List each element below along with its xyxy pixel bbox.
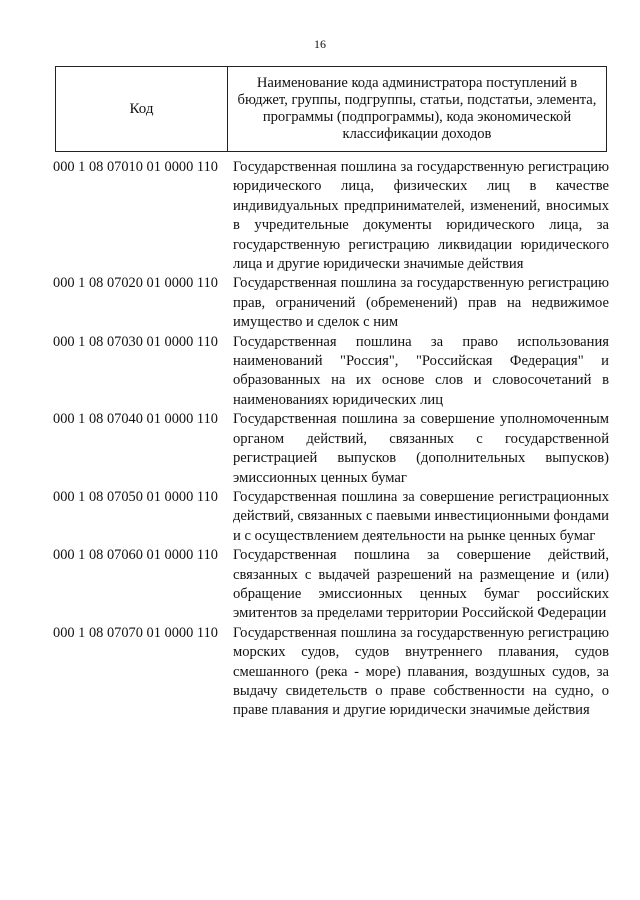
row-description: Государственная пошлина за совершение уполномоченным органом действий, связанных с государственной регистрацией выпусков (дополнительных выпусков) эмиссионных ценных бумаг <box>233 411 609 486</box>
row-description: Государственная пошлина за государственную регистрацию морских судов, судов внутреннего плавания, судов смешанного (река - море) плавания, воздушных судов, за выдачу свидетельств о праве собственности на судно, о праве плавания и другие юридически значимые действия <box>233 624 609 719</box>
table-row <box>53 410 609 488</box>
row-code: 000 1 08 07050 01 0000 110 <box>53 488 218 505</box>
row-code: 000 1 08 07020 01 0000 110 <box>53 275 218 292</box>
table-row <box>53 333 609 411</box>
row-code: 000 1 08 07040 01 0000 110 <box>53 411 218 428</box>
table-row <box>53 624 609 721</box>
table-header <box>55 66 607 152</box>
header-code-column: Код <box>56 67 228 151</box>
table-row <box>53 274 609 332</box>
row-description: Государственная пошлина за совершение действий, связанных с выдачей разрешений на размещение и (или) обращение эмиссионных ценных бумаг российских эмитентов за пределами территории Российской Федерации <box>233 547 609 622</box>
row-description: Государственная пошлина за государственную регистрацию юридического лица, физических лиц в качестве индивидуальных предпринимателей, изменений, вносимых в учредительные документы юридического лица, за государственную регистрацию ликвидации юридического лица и другие юридически значимые действия <box>233 159 609 273</box>
row-description: Государственная пошлина за право использования наименований "Россия", "Российская Федерация" и образованных на их основе слов и словосочетаний в наименованиях юридических лиц <box>233 333 609 408</box>
table-row <box>53 158 609 274</box>
row-code: 000 1 08 07010 01 0000 110 <box>53 159 218 175</box>
classification-table-body <box>53 158 609 721</box>
row-description: Государственная пошлина за государственную регистрацию прав, ограничений (обременений) прав на недвижимое имущество и сделок с ним <box>233 275 609 331</box>
row-code: 000 1 08 07070 01 0000 110 <box>53 624 218 641</box>
header-name-column: Наименование кода администратора поступлений в бюджет, группы, подгруппы, статьи, подстатьи, элемента, программы (подпрограммы), кода экономической классификации доходов <box>237 75 597 142</box>
table-row <box>53 546 609 624</box>
row-description: Государственная пошлина за совершение регистрационных действий, связанных с паевыми инвестиционными фондами и с осуществлением деятельности на рынке ценных бумаг <box>233 488 609 544</box>
row-code: 000 1 08 07030 01 0000 110 <box>53 333 218 350</box>
table-row <box>53 488 609 546</box>
row-code: 000 1 08 07060 01 0000 110 <box>53 547 218 564</box>
page-number: 16 <box>314 37 326 51</box>
